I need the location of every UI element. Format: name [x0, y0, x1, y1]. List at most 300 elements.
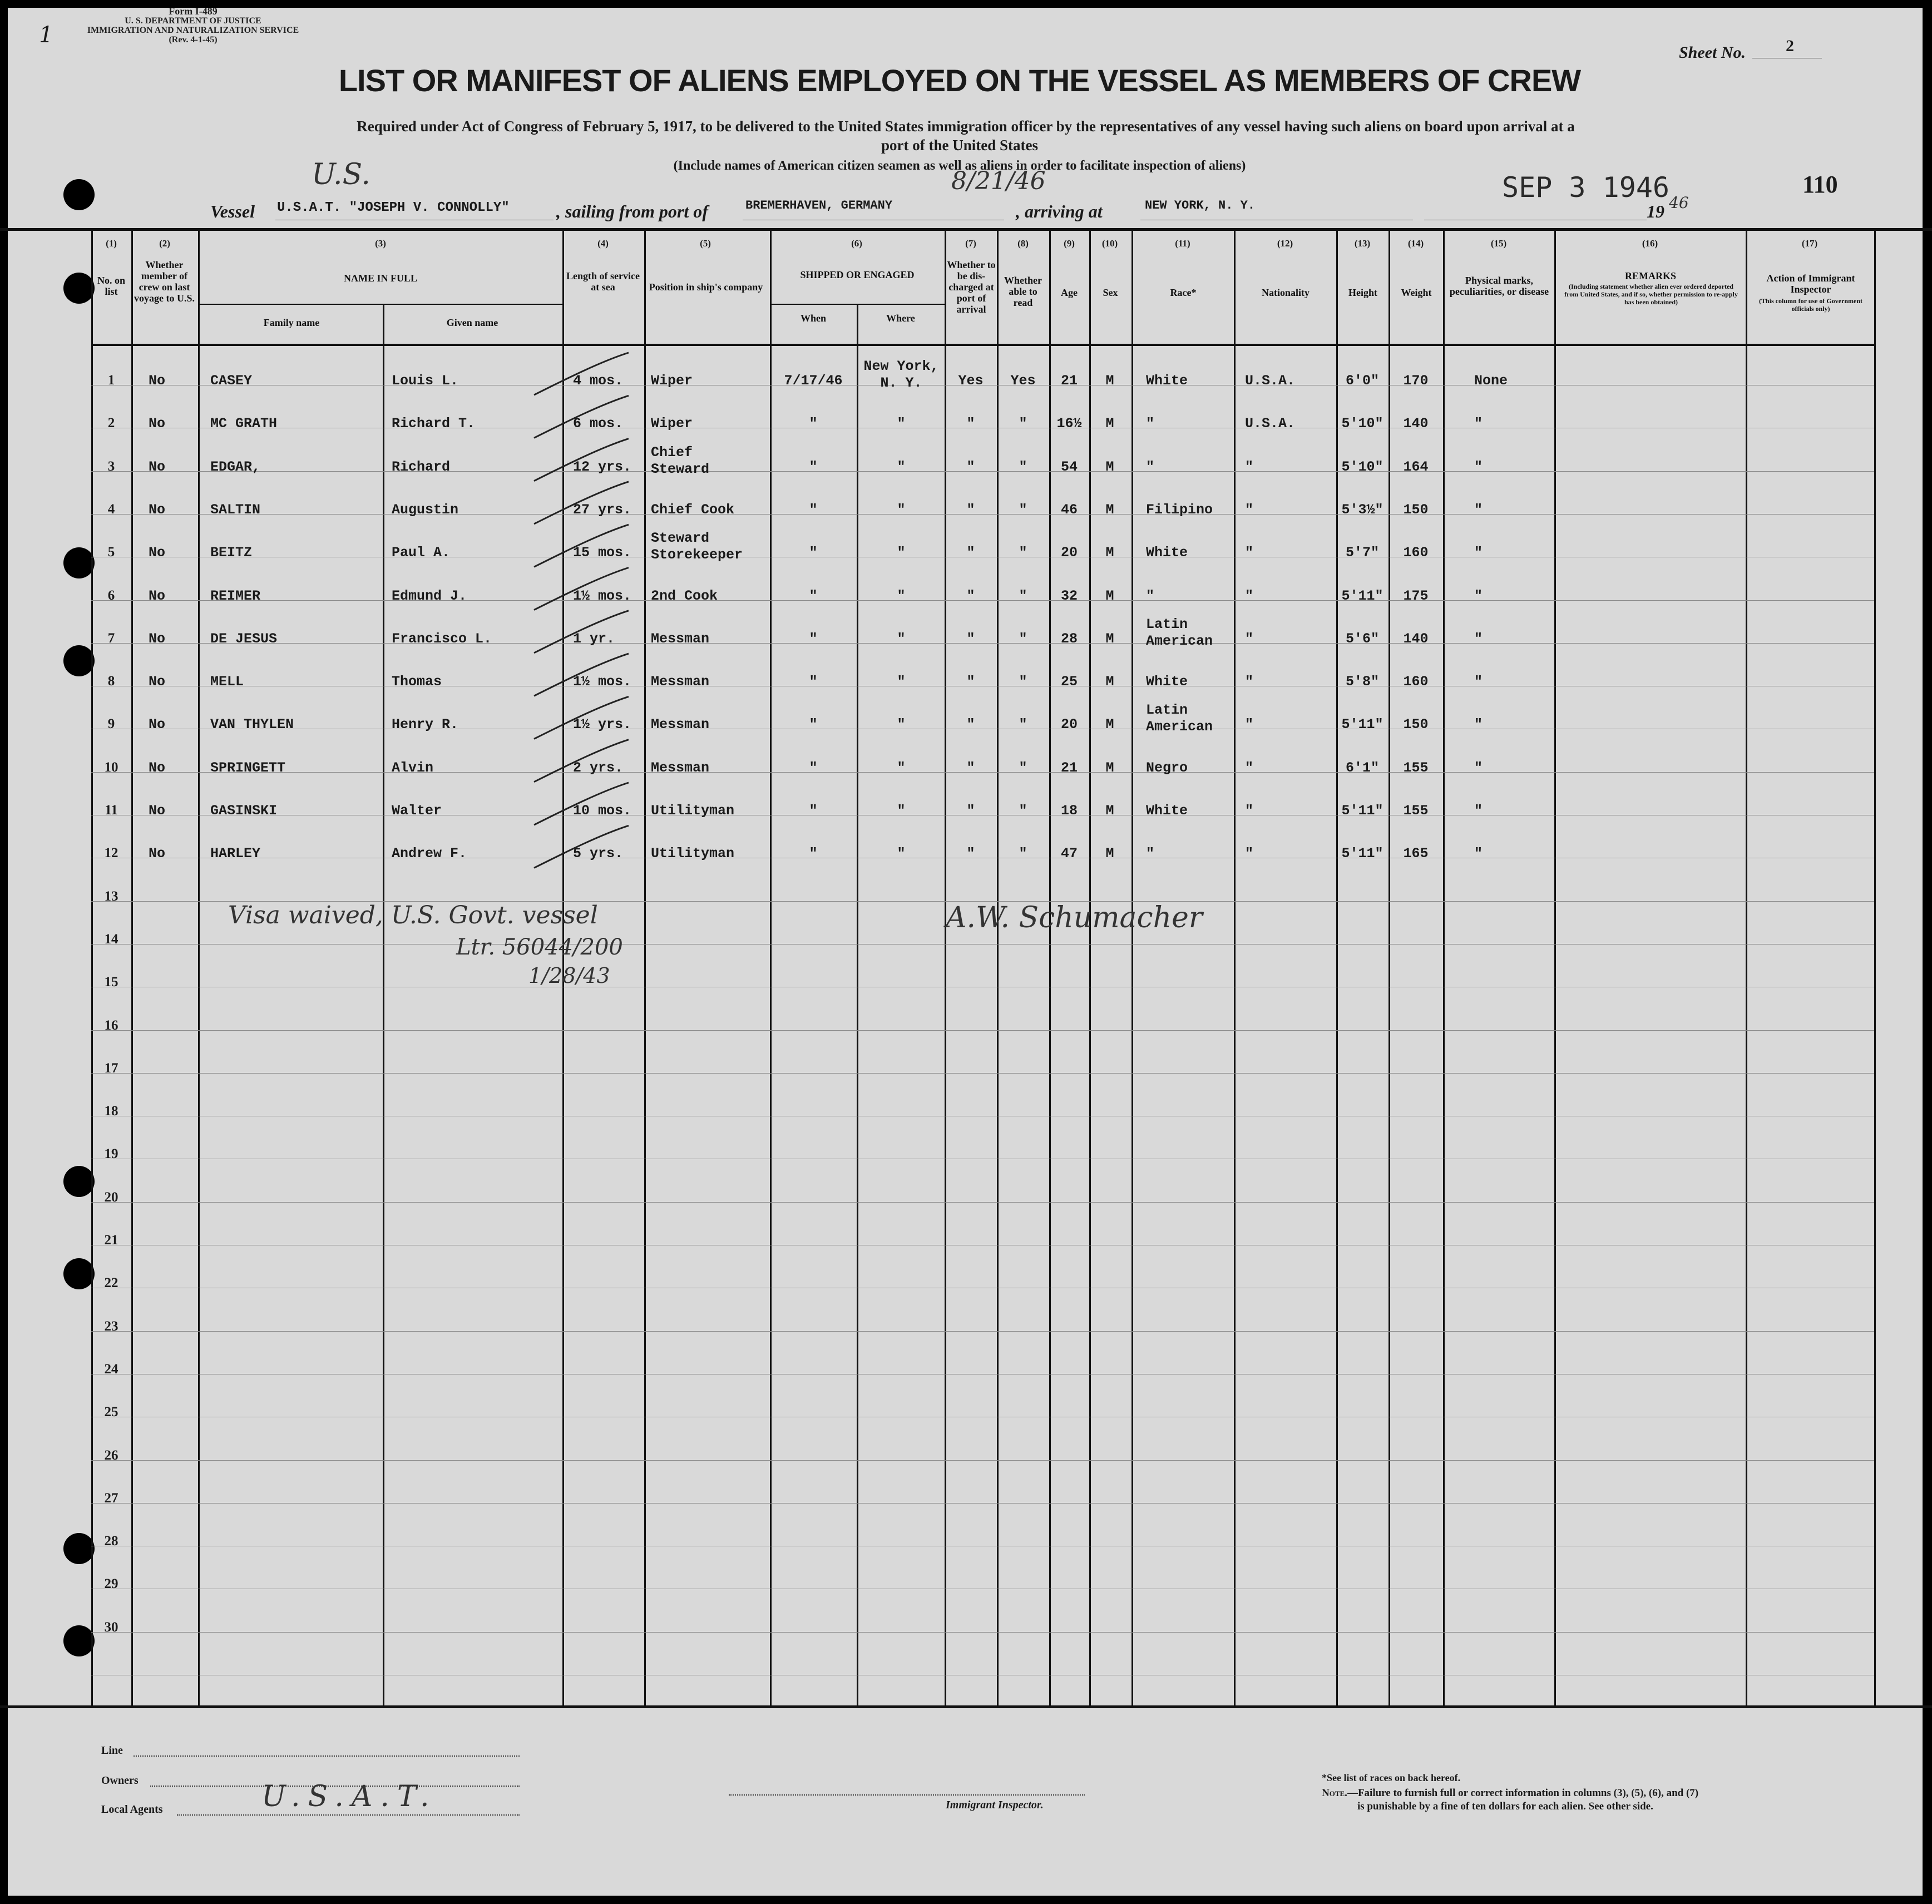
row-number: 21	[104, 1233, 118, 1248]
punch-hole	[63, 645, 95, 676]
sex: M	[1105, 373, 1114, 389]
weight: 155	[1403, 760, 1429, 776]
punch-hole	[63, 1625, 95, 1656]
column-divider	[997, 229, 999, 1707]
subtitle-line1: Required under Act of Congress of February 5, 1917, to be delivered to the United States immigration officer by the representatives of any vessel having such aliens on board upon arrival at a	[357, 118, 1575, 135]
header-length-service: Length of service at sea	[566, 270, 640, 293]
position: Messman	[651, 631, 710, 647]
family-name: DE JESUS	[210, 631, 278, 647]
age: 28	[1060, 631, 1078, 647]
column-number: (16)	[1642, 238, 1658, 249]
row-number: 2	[107, 416, 115, 431]
prev-voyage: No	[148, 674, 166, 690]
physical-marks: "	[1474, 631, 1483, 647]
age: 20	[1060, 545, 1078, 561]
shipped-where: "	[897, 459, 906, 475]
weight: 160	[1403, 674, 1429, 690]
family-name: SPRINGETT	[210, 760, 286, 776]
discharged: "	[966, 716, 975, 733]
height: 5'6"	[1345, 631, 1380, 647]
row-rule	[91, 1503, 1874, 1504]
header-nationality: Nationality	[1261, 287, 1310, 298]
row-number: 3	[107, 459, 115, 474]
row-number: 30	[104, 1620, 118, 1635]
column-number: (7)	[965, 238, 976, 249]
sex: M	[1105, 845, 1114, 862]
header-shipped-engaged: SHIPPED OR ENGAGED	[800, 269, 915, 280]
length-of-service: 12 yrs.	[573, 459, 632, 475]
sex: M	[1105, 459, 1114, 475]
column-divider	[1234, 229, 1236, 1707]
prev-voyage: No	[148, 373, 166, 389]
shipped-where: "	[897, 502, 906, 518]
race: Latin American	[1146, 616, 1213, 649]
race: Filipino	[1146, 502, 1213, 518]
weight: 155	[1403, 803, 1429, 819]
given-name: Henry R.	[392, 716, 459, 733]
family-name: MELL	[210, 674, 244, 690]
length-of-service: 5 yrs.	[573, 845, 624, 862]
able-to-read: "	[1019, 545, 1027, 561]
row-number: 11	[105, 803, 118, 818]
row-rule	[91, 643, 1874, 644]
shipped-when: "	[809, 545, 818, 561]
position: Utilityman	[651, 845, 735, 862]
length-of-service: 1½ mos.	[573, 674, 632, 690]
column-divider	[644, 229, 646, 1707]
nationality: "	[1245, 502, 1254, 518]
column-number: (17)	[1801, 238, 1818, 249]
sex: M	[1105, 803, 1114, 819]
given-name: Walter	[392, 803, 442, 819]
header-where: Where	[886, 313, 915, 324]
length-of-service: 15 mos.	[573, 545, 632, 561]
height: 5'7"	[1345, 545, 1380, 561]
able-to-read: "	[1019, 631, 1027, 647]
age: 18	[1060, 803, 1078, 819]
physical-marks: "	[1474, 459, 1483, 475]
weight: 140	[1403, 631, 1429, 647]
weight: 160	[1403, 545, 1429, 561]
column-number: (12)	[1277, 238, 1293, 249]
visa-note-line2: Ltr. 56044/200	[456, 934, 623, 960]
sex: M	[1105, 502, 1114, 518]
footer-races-note: *See list of races on back hereof.	[1322, 1772, 1461, 1783]
physical-marks: None	[1474, 373, 1508, 389]
column-number: (3)	[375, 238, 386, 249]
height: 5'10"	[1341, 416, 1383, 432]
race: White	[1146, 373, 1188, 389]
column-number: (4)	[597, 238, 609, 249]
column-number: (9)	[1064, 238, 1075, 249]
header-action: Action of Immigrant Inspector	[1766, 273, 1855, 295]
shipped-where: "	[897, 803, 906, 819]
family-name: HARLEY	[210, 845, 261, 862]
height: 6'0"	[1345, 373, 1380, 389]
physical-marks: "	[1474, 588, 1483, 604]
nationality: "	[1245, 845, 1254, 862]
sex: M	[1105, 416, 1114, 432]
race: White	[1146, 545, 1188, 561]
able-to-read: "	[1019, 588, 1027, 604]
shipped-when: "	[809, 760, 818, 776]
header-race: Race*	[1170, 287, 1197, 298]
row-number: 13	[104, 889, 118, 904]
given-name: Richard	[392, 459, 451, 475]
header-action-note: (This column for use of Government officials only)	[1758, 297, 1863, 313]
row-number: 27	[104, 1491, 118, 1506]
shipped-when: "	[809, 631, 818, 647]
discharged: "	[966, 803, 975, 819]
footer-inspector-label: Immigrant Inspector.	[946, 1799, 1044, 1811]
header-bottom-border	[91, 344, 1874, 346]
prev-voyage: No	[148, 545, 166, 561]
discharged: "	[966, 588, 975, 604]
length-of-service: 1½ mos.	[573, 588, 632, 604]
physical-marks: "	[1474, 845, 1483, 862]
position: Messman	[651, 716, 710, 733]
header-family-name: Family name	[263, 317, 320, 328]
height: 5'10"	[1341, 459, 1383, 475]
physical-marks: "	[1474, 674, 1483, 690]
column-number: (2)	[159, 238, 170, 249]
subtitle-line2: port of the United States	[881, 137, 1038, 154]
family-name: BEITZ	[210, 545, 253, 561]
table-bottom-border	[0, 1705, 1932, 1708]
row-number: 6	[107, 588, 115, 603]
header-name-in-full: NAME IN FULL	[343, 273, 417, 284]
row-number: 5	[107, 545, 115, 560]
column-divider	[1746, 229, 1747, 1707]
column-number: (14)	[1407, 238, 1424, 249]
age: 21	[1060, 760, 1078, 776]
row-number: 8	[107, 674, 115, 689]
arriving-port: NEW YORK, N. Y.	[1145, 199, 1256, 212]
column-divider	[1131, 229, 1133, 1707]
column-divider	[1389, 229, 1390, 1707]
column-number: (5)	[700, 238, 711, 249]
sex: M	[1105, 588, 1114, 604]
column-divider	[1874, 229, 1876, 1707]
form-number: Form I-489	[169, 6, 218, 17]
position: Wiper	[651, 416, 693, 432]
able-to-read: "	[1019, 760, 1027, 776]
age: 47	[1060, 845, 1078, 862]
prev-voyage: No	[148, 845, 166, 862]
footer-owners-label: Owners	[101, 1774, 139, 1787]
family-name: REIMER	[210, 588, 261, 604]
row-number: 10	[104, 760, 118, 775]
header-no-on-list: No. on list	[97, 275, 125, 297]
discharged: "	[966, 502, 975, 518]
header-height: Height	[1348, 287, 1377, 298]
nationality: U.S.A.	[1245, 416, 1296, 432]
discharged: "	[966, 459, 975, 475]
shipped-when: "	[809, 459, 818, 475]
column-number: (1)	[106, 238, 117, 249]
discharged: "	[966, 845, 975, 862]
prev-voyage: No	[148, 588, 166, 604]
corner-number: 110	[1802, 171, 1838, 198]
shipped-when: "	[809, 416, 818, 432]
family-name: SALTIN	[210, 502, 261, 518]
weight: 150	[1403, 502, 1429, 518]
given-name: Francisco L.	[392, 631, 492, 647]
header-whether-member: Whether member of crew on last voyage to U.S.	[134, 259, 195, 304]
height: 5'11"	[1341, 716, 1383, 733]
able-to-read: "	[1019, 803, 1027, 819]
given-name: Thomas	[392, 674, 442, 690]
able-to-read: Yes	[1010, 373, 1036, 389]
discharged: "	[966, 674, 975, 690]
shipped-where: "	[897, 674, 906, 690]
row-number: 29	[104, 1576, 118, 1591]
discharged: "	[966, 760, 975, 776]
row-number: 9	[107, 716, 115, 731]
column-divider	[945, 229, 946, 1707]
sex: M	[1105, 545, 1114, 561]
prev-voyage: No	[148, 502, 166, 518]
sailing-date-handwritten: 8/21/46	[951, 167, 1046, 195]
row-rule	[91, 1073, 1874, 1074]
row-number: 14	[104, 932, 118, 947]
column-divider	[383, 305, 384, 1707]
punch-hole	[63, 547, 95, 578]
row-rule	[91, 1202, 1874, 1203]
footer-agents-label: Local Agents	[101, 1803, 163, 1816]
punch-hole	[63, 179, 95, 210]
shipped-when: "	[809, 674, 818, 690]
given-name: Paul A.	[392, 545, 451, 561]
given-name: Richard T.	[392, 416, 476, 432]
age: 32	[1060, 588, 1078, 604]
column-divider	[1089, 229, 1091, 1707]
row-number: 22	[104, 1275, 118, 1290]
height: 6'1"	[1345, 760, 1380, 776]
revision: (Rev. 4-1-45)	[169, 35, 218, 44]
header-position: Position in ship's company	[649, 281, 763, 293]
given-name: Andrew F.	[392, 845, 467, 862]
punch-hole	[63, 1166, 95, 1197]
column-number: (8)	[1017, 238, 1029, 249]
agency-line2: IMMIGRATION AND NATURALIZATION SERVICE	[87, 26, 299, 35]
nationality: "	[1245, 588, 1254, 604]
row-number: 1	[107, 373, 115, 388]
shipped-where: "	[897, 760, 906, 776]
position: 2nd Cook	[651, 588, 718, 604]
sheet-number: 2	[1786, 37, 1794, 55]
row-number: 7	[107, 631, 115, 646]
arrival-date-stamp: SEP 3 1946	[1502, 171, 1670, 204]
sex: M	[1105, 716, 1114, 733]
column-divider	[131, 229, 133, 1707]
sailing-port: BREMERHAVEN, GERMANY	[745, 199, 893, 212]
race: Negro	[1146, 760, 1188, 776]
row-number: 4	[107, 502, 115, 517]
shipped-where: "	[897, 588, 906, 604]
header-given-name: Given name	[446, 317, 498, 328]
punch-hole	[63, 1533, 95, 1564]
weight: 164	[1403, 459, 1429, 475]
header-remarks: REMARKS	[1624, 270, 1676, 281]
length-of-service: 4 mos.	[573, 373, 624, 389]
shipped-when: "	[809, 588, 818, 604]
row-number: 18	[104, 1104, 118, 1119]
race: "	[1146, 588, 1155, 604]
nationality: "	[1245, 545, 1254, 561]
weight: 175	[1403, 588, 1429, 604]
visa-note-line1: Visa waived, U.S. Govt. vessel	[228, 901, 598, 929]
able-to-read: "	[1019, 845, 1027, 862]
physical-marks: "	[1474, 502, 1483, 518]
footer-note	[1322, 1787, 1698, 1813]
vessel-label: Vessel	[210, 201, 255, 221]
row-number: 15	[104, 975, 118, 990]
row-number: 25	[104, 1404, 118, 1420]
shipped-when: "	[809, 502, 818, 518]
header-sex: Sex	[1103, 287, 1118, 298]
prev-voyage: No	[148, 416, 166, 432]
given-name: Augustin	[392, 502, 459, 518]
family-name: EDGAR,	[210, 459, 261, 475]
weight: 170	[1403, 373, 1429, 389]
row-number: 24	[104, 1362, 118, 1377]
length-of-service: 27 yrs.	[573, 502, 632, 518]
nationality: "	[1245, 760, 1254, 776]
prev-voyage: No	[148, 803, 166, 819]
age: 16½	[1056, 416, 1082, 432]
column-divider	[1049, 229, 1051, 1707]
length-of-service: 6 mos.	[573, 416, 624, 432]
age: 21	[1060, 373, 1078, 389]
race: "	[1146, 416, 1155, 432]
age: 54	[1060, 459, 1078, 475]
row-number: 20	[104, 1190, 118, 1205]
row-number: 17	[104, 1061, 118, 1076]
footer-note-text1: —Failure to furnish full or correct information in columns (3), (5), (6), and (7)	[1347, 1787, 1699, 1799]
prev-voyage: No	[148, 631, 166, 647]
length-of-service: 2 yrs.	[573, 760, 624, 776]
shipped-when: "	[809, 845, 818, 862]
age: 46	[1060, 502, 1078, 518]
arriving-label: , arriving at	[1016, 201, 1103, 221]
height: 5'3½"	[1341, 502, 1383, 518]
column-number: (6)	[851, 238, 862, 249]
nationality: U.S.A.	[1245, 373, 1296, 389]
column-divider	[1336, 229, 1338, 1707]
visa-note-line3: 1/28/43	[528, 963, 610, 988]
length-of-service: 1 yr.	[573, 631, 615, 647]
prev-voyage: No	[148, 459, 166, 475]
physical-marks: "	[1474, 803, 1483, 819]
row-rule	[91, 1331, 1874, 1332]
position: Steward Storekeeper	[651, 530, 743, 563]
column-number: (11)	[1175, 238, 1190, 249]
punch-hole	[63, 1258, 95, 1289]
row-rule	[91, 1030, 1874, 1031]
shipped-where: "	[897, 631, 906, 647]
row-rule	[91, 471, 1874, 472]
shipped-when: 7/17/46	[784, 373, 843, 389]
prev-voyage: No	[148, 760, 166, 776]
footer-note-text2: is punishable by a fine of ten dollars for each alien. See other side.	[1357, 1801, 1653, 1812]
shipped-where: "	[897, 416, 906, 432]
position: Wiper	[651, 373, 693, 389]
age: 20	[1060, 716, 1078, 733]
vessel-prefix-handwritten: U.S.	[312, 158, 370, 191]
weight: 165	[1403, 845, 1429, 862]
header-able-to-read: Whether able to read	[1004, 275, 1042, 308]
shipped-when: "	[809, 803, 818, 819]
sheet-label: Sheet No.	[1679, 43, 1746, 62]
row-rule	[91, 1460, 1874, 1461]
position: Messman	[651, 760, 710, 776]
able-to-read: "	[1019, 716, 1027, 733]
row-rule	[91, 600, 1874, 601]
row-number: 12	[104, 845, 118, 860]
able-to-read: "	[1019, 674, 1027, 690]
race: White	[1146, 803, 1188, 819]
able-to-read: "	[1019, 416, 1027, 432]
height: 5'11"	[1341, 588, 1383, 604]
page-title: LIST OR MANIFEST OF ALIENS EMPLOYED ON THE VESSEL AS MEMBERS OF CREW	[338, 63, 1581, 98]
position: Chief Cook	[651, 502, 735, 518]
column-number: (15)	[1490, 238, 1507, 249]
column-divider	[857, 305, 858, 1707]
form-id-block	[62, 7, 324, 44]
race: "	[1146, 459, 1155, 475]
weight: 140	[1403, 416, 1429, 432]
nationality: "	[1245, 674, 1254, 690]
punch-hole	[63, 273, 95, 304]
length-of-service: 1½ yrs.	[573, 716, 632, 733]
agency-line1: U. S. DEPARTMENT OF JUSTICE	[125, 16, 261, 26]
able-to-read: "	[1019, 502, 1027, 518]
vessel-name: U.S.A.T. "JOSEPH V. CONNOLLY"	[277, 200, 510, 215]
header-weight: Weight	[1401, 287, 1432, 298]
race: White	[1146, 674, 1188, 690]
header-discharged: Whether to be dis-charged at port of arrival	[947, 259, 996, 315]
row-rule	[91, 1632, 1874, 1633]
shipped-when: "	[809, 716, 818, 733]
discharged: "	[966, 631, 975, 647]
discharged: "	[966, 416, 975, 432]
header-remarks-note: (Including statement whether alien ever ordered deported from United States, and if so, whether permission to re-apply has been obtained)	[1564, 283, 1738, 306]
nationality: "	[1245, 716, 1254, 733]
shipped-where: New York, N. Y.	[863, 358, 939, 391]
column-divider	[198, 229, 200, 1707]
column-divider	[1443, 229, 1445, 1707]
footer-line-label: Line	[101, 1744, 123, 1757]
length-of-service: 10 mos.	[573, 803, 632, 819]
physical-marks: "	[1474, 760, 1483, 776]
height: 5'8"	[1345, 674, 1380, 690]
footer-note-label: Note.	[1322, 1787, 1347, 1799]
column-number: (10)	[1101, 238, 1118, 249]
able-to-read: "	[1019, 459, 1027, 475]
shipped-where: "	[897, 545, 906, 561]
footer-agents-value: U.S.A.T.	[261, 1780, 437, 1813]
height: 5'11"	[1341, 803, 1383, 819]
sailing-label: , sailing from port of	[556, 201, 708, 221]
year-suffix: 46	[1669, 194, 1689, 212]
shipped-where: "	[897, 716, 906, 733]
given-name: Alvin	[392, 760, 434, 776]
sex: M	[1105, 674, 1114, 690]
physical-marks: "	[1474, 416, 1483, 432]
subtitle-line3: (Include names of American citizen seamen as well as aliens in order to facilitate inspection of aliens)	[673, 159, 1246, 173]
nationality: "	[1245, 631, 1254, 647]
